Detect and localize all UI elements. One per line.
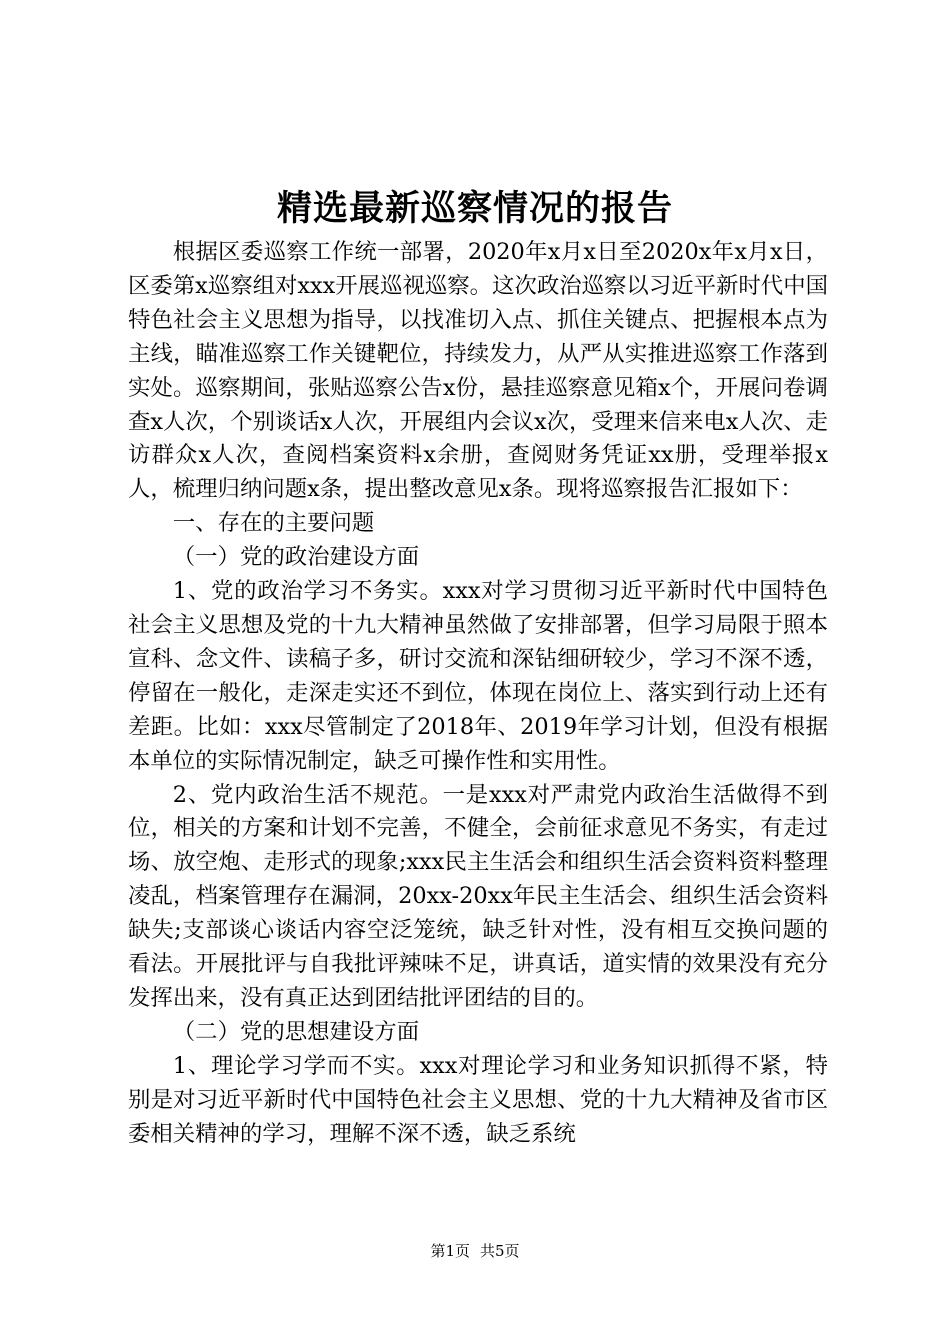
subsection-heading-2: （二）党的思想建设方面 xyxy=(172,1018,420,1045)
page-total: 共5页 xyxy=(480,1242,520,1260)
document-body xyxy=(128,236,828,1151)
document-title: 精选最新巡察情况的报告 xyxy=(276,188,673,229)
subsection-heading-1: （一）党的政治建设方面 xyxy=(172,544,420,571)
page-footer xyxy=(0,1241,950,1261)
paragraph-intro: 根据区委巡察工作统一部署，2020年x月x日至2020x年x月x日，区委第x巡察组对xxx开展巡视巡察。这次政治巡察以习近平新时代中国特色社会主义思想为指导，以找准切入点、抓住关键点、把握根本点为主线，瞄准巡察工作关键靶位，持续发力，从严从实推进巡察工作落到实处。巡察期间，张贴巡察公告x份，悬挂巡察意见箱x个，开展问卷调查x人次，个别谈话x人次，开展组内会议x次，受理来信来电x人次、走访群众x人次，查阅档案资料x余册，查阅财务凭证xx册，受理举报x人，梳理归纳问题x条，提出整改意见x条。现将巡察报告汇报如下： xyxy=(128,239,828,503)
paragraph-item-1: 1、党的政治学习不务实。xxx对学习贯彻习近平新时代中国特色社会主义思想及党的十九大精神虽然做了安排部署，但学习局限于照本宣科、念文件、读稿子多，研讨交流和深钻细研较少，学习不深不透，停留在一般化，走深走实还不到位，体现在岗位上、落实到行动上还有差距。比如：xxx尽管制定了2018年、2019年学习计划，但没有根据本单位的实际情况制定，缺乏可操作性和实用性。 xyxy=(128,578,828,774)
page-number: 第1页 xyxy=(430,1242,470,1260)
paragraph-item-2: 2、党内政治生活不规范。一是xxx对严肃党内政治生活做得不到位，相关的方案和计划不完善，不健全，会前征求意见不务实，有走过场、放空炮、走形式的现象;xxx民主生活会和组织生活会资料资料整理凌乱，档案管理存在漏洞，20xx-20xx年民主生活会、组织生活会资料缺失;支部谈心谈话内容空泛笼统，缺乏针对性，没有相互交换问题的看法。开展批评与自我批评辣味不足，讲真话，道实情的效果没有充分发挥出来，没有真正达到团结批评团结的目的。 xyxy=(128,781,828,1011)
section-heading-1: 一、存在的主要问题 xyxy=(172,510,375,537)
paragraph-item-3: 1、理论学习学而不实。xxx对理论学习和业务知识抓得不紧，特别是对习近平新时代中国特色社会主义思想、党的十九大精神及省市区委相关精神的学习，理解不深不透，缺乏系统 xyxy=(128,1052,828,1147)
